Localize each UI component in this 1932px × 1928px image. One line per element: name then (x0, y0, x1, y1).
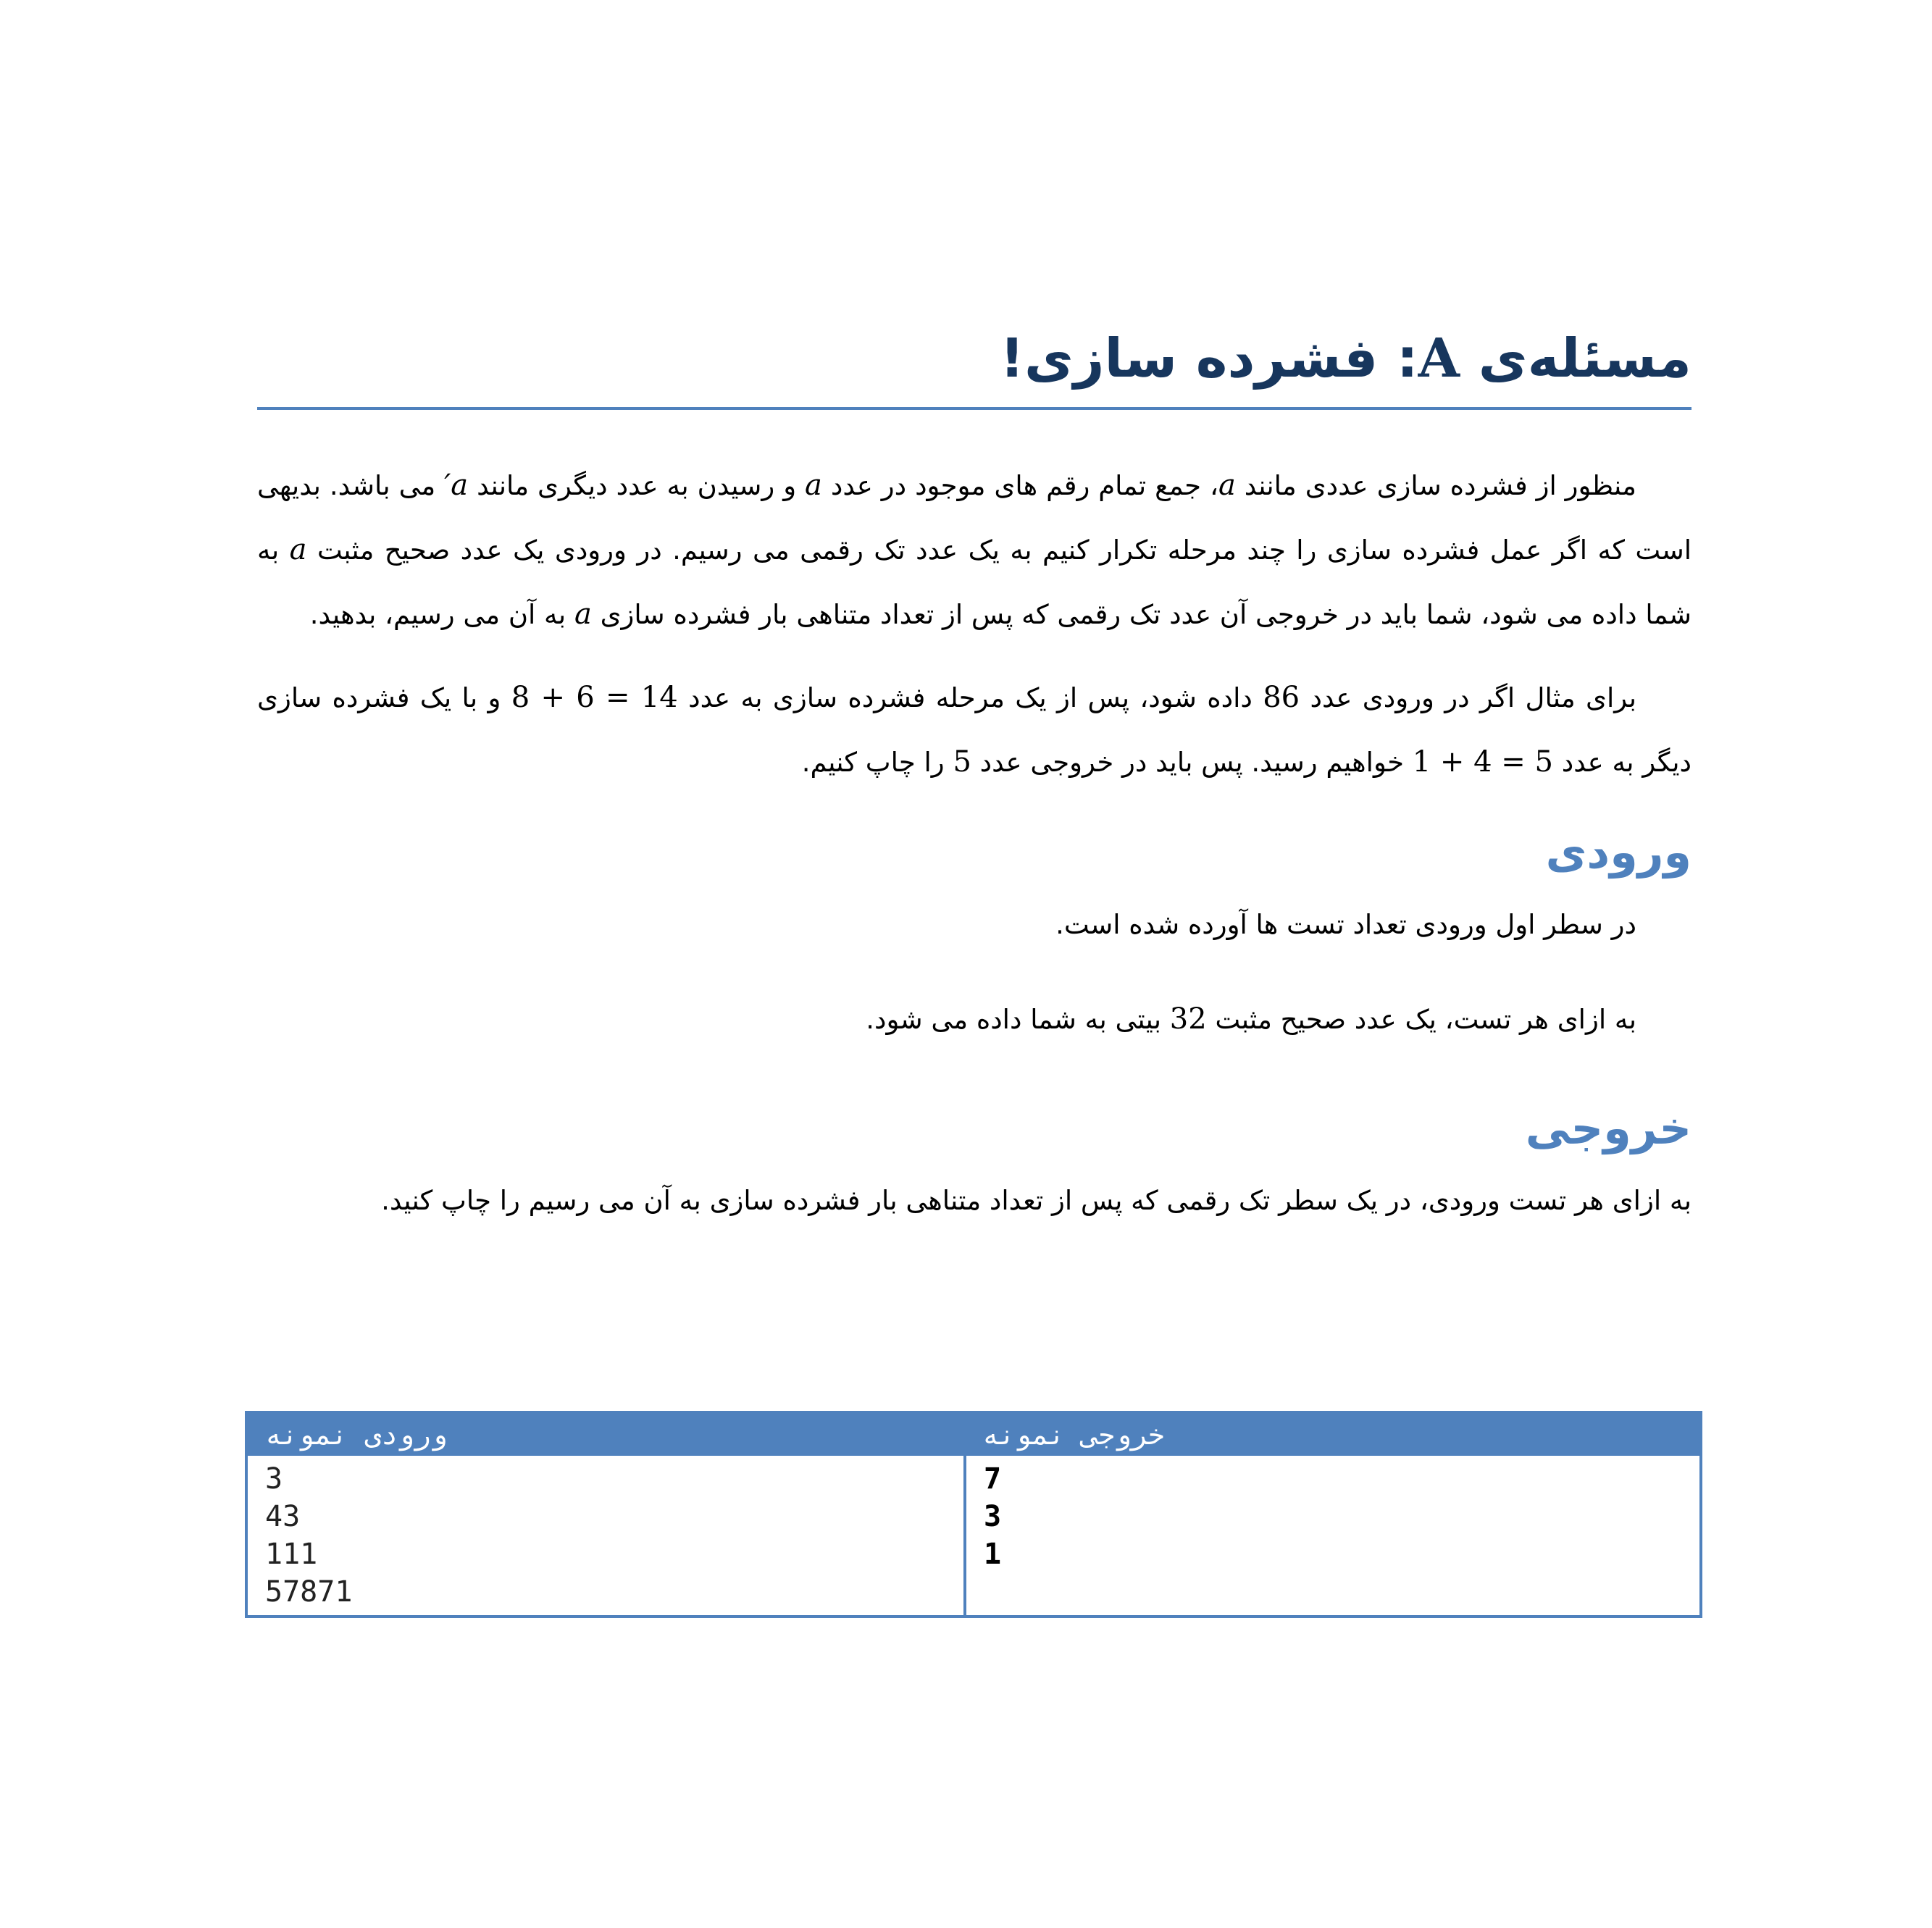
header-label: خروجی نمونه (982, 1419, 1165, 1451)
sample-input-cell (246, 1456, 965, 1617)
sample-output-header (965, 1412, 1701, 1456)
math-number: 5 (953, 745, 971, 779)
sample-output-line: 7 (984, 1462, 1002, 1496)
title-suffix: : فشرده سازی! (1000, 327, 1418, 390)
text-run: به شما داده می شود، شما باید در خروجی آن عدد تک رقمی که پس از تعداد متناهی بار فشرده سازی (257, 535, 1691, 630)
text-run: را چاپ کنیم. (801, 747, 953, 778)
sample-input-line: 3 (265, 1462, 283, 1496)
text-run: به آن می رسیم، بدهید. (309, 599, 574, 630)
sample-output-line: 3 (984, 1500, 1002, 1533)
sample-input-line: 57871 (265, 1575, 353, 1609)
sample-input-header (246, 1412, 965, 1456)
math-var: a (289, 533, 307, 566)
math-var: a (805, 469, 822, 502)
problem-title (257, 319, 1691, 407)
text-run: خواهیم رسید. پس باید در خروجی عدد (971, 747, 1413, 778)
math-number: 86 (1263, 681, 1300, 714)
text-run: و رسیدن به عدد دیگری مانند (468, 470, 806, 501)
text-run: برای مثال اگر در ورودی عدد (1300, 682, 1637, 713)
math-var: a′ (444, 469, 469, 502)
sample-table-header-row (246, 1412, 1701, 1456)
sample-table (245, 1411, 1702, 1618)
input-description-1: در سطر اول ورودی تعداد تست ها آورده شده است. (1055, 909, 1636, 940)
math-number: 32 (1169, 1002, 1207, 1036)
input-heading: ورودی (1545, 826, 1691, 879)
math-var: a (1218, 469, 1236, 502)
input-description-2 (257, 997, 1691, 1041)
output-description: به ازای هر تست ورودی، در یک سطر تک رقمی که پس از تعداد متناهی بار فشرده سازی به آن می رسیم را چاپ کنید. (381, 1185, 1691, 1216)
sample-input-line: 43 (265, 1500, 301, 1533)
output-heading: خروجی (1525, 1102, 1691, 1154)
intro-paragraph-2 (257, 666, 1691, 795)
text-run: ، جمع تمام رقم های موجود در عدد (821, 470, 1218, 501)
text-run: می باشد. بدیهی است که اگر عمل فشرده سازی را چند مرحله تکرار کنیم به یک عدد تک رقمی می رسیم. در ورودی یک عدد صحیح مثبت (257, 470, 1691, 566)
sample-output-cell (965, 1456, 1701, 1617)
title-divider (257, 407, 1691, 410)
math-expression: 1 + 4 = 5 (1412, 745, 1553, 779)
title-letter: A (1418, 327, 1460, 390)
document-page (257, 319, 1691, 1273)
sample-output-line: 1 (984, 1538, 1002, 1571)
title-prefix: مسئله‌ی (1460, 327, 1691, 390)
math-var: a (574, 598, 592, 631)
text-run: به ازای هر تست، یک عدد صحیح مثبت (1206, 1004, 1636, 1035)
text-run: بیتی به شما داده می شود. (866, 1004, 1170, 1035)
sample-input-line: 111 (265, 1538, 318, 1571)
math-expression: 8 + 6 = 14 (511, 681, 678, 714)
text-run: منظور از فشرده سازی عددی مانند (1235, 470, 1637, 501)
text-run: و با یک فشرده سازی دیگر به عدد (257, 682, 1691, 778)
text-run: داده شود، پس از یک مرحله فشرده سازی به عدد (677, 682, 1263, 713)
header-label: ورودی نمونه (265, 1419, 448, 1451)
intro-paragraph-1 (257, 453, 1691, 647)
sample-table-body-row (246, 1456, 1701, 1617)
